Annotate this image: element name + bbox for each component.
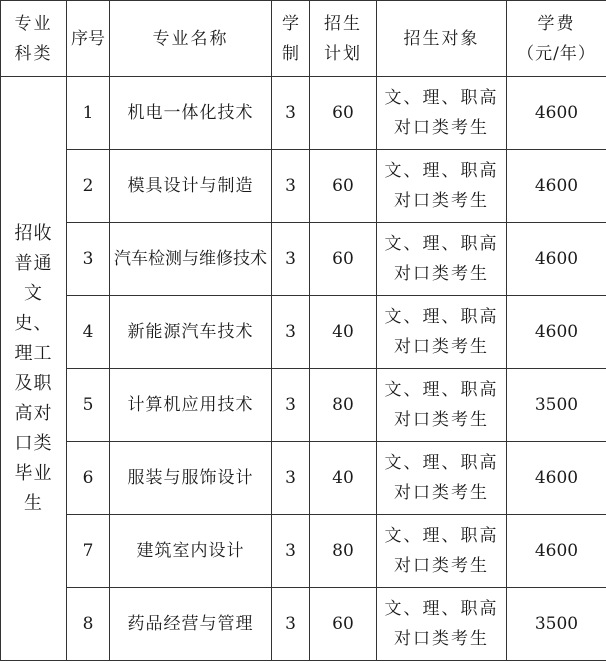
- header-seq: 序号: [67, 1, 110, 77]
- seq-cell: 2: [67, 150, 110, 223]
- target-cell: 文、理、职高对口类考生: [377, 588, 507, 661]
- years-cell: 3: [272, 515, 310, 588]
- years-cell: 3: [272, 77, 310, 150]
- plan-cell: 60: [310, 588, 377, 661]
- table-row: [1, 515, 606, 588]
- major-name-cell: 计算机应用技术: [110, 369, 272, 442]
- target-cell: 文、理、职高对口类考生: [377, 442, 507, 515]
- plan-cell: 60: [310, 223, 377, 296]
- plan-cell: 80: [310, 515, 377, 588]
- fee-cell: 4600: [507, 77, 606, 150]
- table-row: [1, 442, 606, 515]
- header-fee-label: 学费: [537, 13, 576, 34]
- table-row: [1, 150, 606, 223]
- target-cell: 文、理、职高对口类考生: [377, 369, 507, 442]
- seq-cell: 6: [67, 442, 110, 515]
- years-cell: 3: [272, 223, 310, 296]
- major-name-cell: 建筑室内设计: [110, 515, 272, 588]
- target-cell: 文、理、职高对口类考生: [377, 515, 507, 588]
- header-name: 专业名称: [110, 1, 272, 77]
- major-name-cell: 机电一体化技术: [110, 77, 272, 150]
- major-name-cell: 模具设计与制造: [110, 150, 272, 223]
- seq-cell: 7: [67, 515, 110, 588]
- header-years: 学制: [272, 1, 310, 77]
- target-cell: 文、理、职高对口类考生: [377, 150, 507, 223]
- fee-cell: 4600: [507, 223, 606, 296]
- table-row: [1, 296, 606, 369]
- plan-cell: 60: [310, 77, 377, 150]
- header-plan: 招生计划: [310, 1, 377, 77]
- major-name-cell: 服装与服饰设计: [110, 442, 272, 515]
- years-cell: 3: [272, 369, 310, 442]
- header-fee-unit: （元/年）: [517, 43, 596, 64]
- years-cell: 3: [272, 296, 310, 369]
- fee-cell: 3500: [507, 588, 606, 661]
- fee-cell: 4600: [507, 515, 606, 588]
- table-row: [1, 223, 606, 296]
- fee-cell: 4600: [507, 296, 606, 369]
- years-cell: 3: [272, 150, 310, 223]
- target-cell: 文、理、职高对口类考生: [377, 223, 507, 296]
- seq-cell: 8: [67, 588, 110, 661]
- header-category: 专业科类: [1, 1, 67, 77]
- plan-cell: 40: [310, 442, 377, 515]
- major-name-cell: 药品经营与管理: [110, 588, 272, 661]
- fee-cell: 3500: [507, 369, 606, 442]
- seq-cell: 5: [67, 369, 110, 442]
- plan-cell: 40: [310, 296, 377, 369]
- fee-cell: 4600: [507, 442, 606, 515]
- header-row: [1, 1, 606, 77]
- table-row: [1, 369, 606, 442]
- major-name-cell: 汽车检测与维修技术: [110, 223, 272, 296]
- fee-cell: 4600: [507, 150, 606, 223]
- plan-cell: 80: [310, 369, 377, 442]
- category-cell: 招收普通文史、理工及职高对口类毕业生: [1, 77, 67, 661]
- target-cell: 文、理、职高对口类考生: [377, 296, 507, 369]
- major-name-cell: 新能源汽车技术: [110, 296, 272, 369]
- years-cell: 3: [272, 442, 310, 515]
- years-cell: 3: [272, 588, 310, 661]
- header-fee: [507, 1, 606, 77]
- table-row: [1, 588, 606, 661]
- target-cell: 文、理、职高对口类考生: [377, 77, 507, 150]
- seq-cell: 3: [67, 223, 110, 296]
- plan-cell: 60: [310, 150, 377, 223]
- table-row: [1, 77, 606, 150]
- seq-cell: 4: [67, 296, 110, 369]
- seq-cell: 1: [67, 77, 110, 150]
- header-target: 招生对象: [377, 1, 507, 77]
